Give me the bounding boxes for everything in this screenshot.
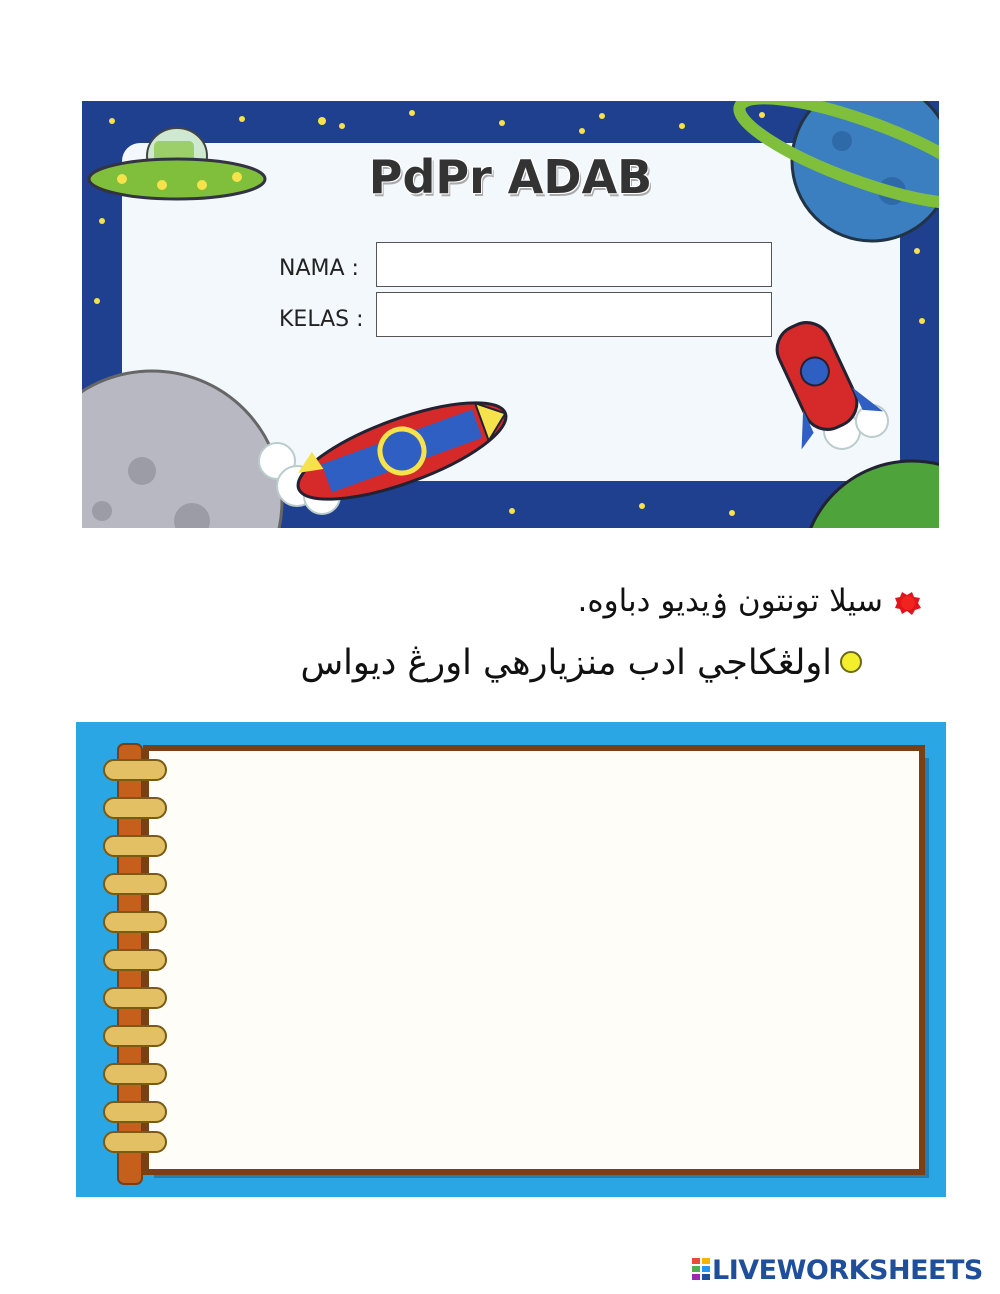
liveworksheets-logo[interactable] bbox=[692, 1255, 983, 1285]
name-field[interactable] bbox=[376, 242, 772, 287]
name-label: NAMA : bbox=[279, 256, 359, 281]
liveworksheets-logo-icon bbox=[692, 1258, 712, 1282]
instruction-line-2: اولڠكاجي ادب منزيارهي اورڠ ديواس bbox=[300, 643, 832, 683]
class-field[interactable] bbox=[376, 292, 772, 337]
page-title: PdPr ADAB bbox=[368, 150, 653, 204]
answer-textarea[interactable] bbox=[150, 752, 918, 1167]
yellow-bullet-icon bbox=[840, 651, 862, 673]
instruction-line-1: سيلا تونتون ۏيديو دباوه. bbox=[577, 583, 883, 619]
red-bullet-icon bbox=[893, 590, 923, 616]
logo-text: LIVEWORKSHEETS bbox=[712, 1254, 983, 1286]
class-label: KELAS : bbox=[279, 307, 364, 332]
